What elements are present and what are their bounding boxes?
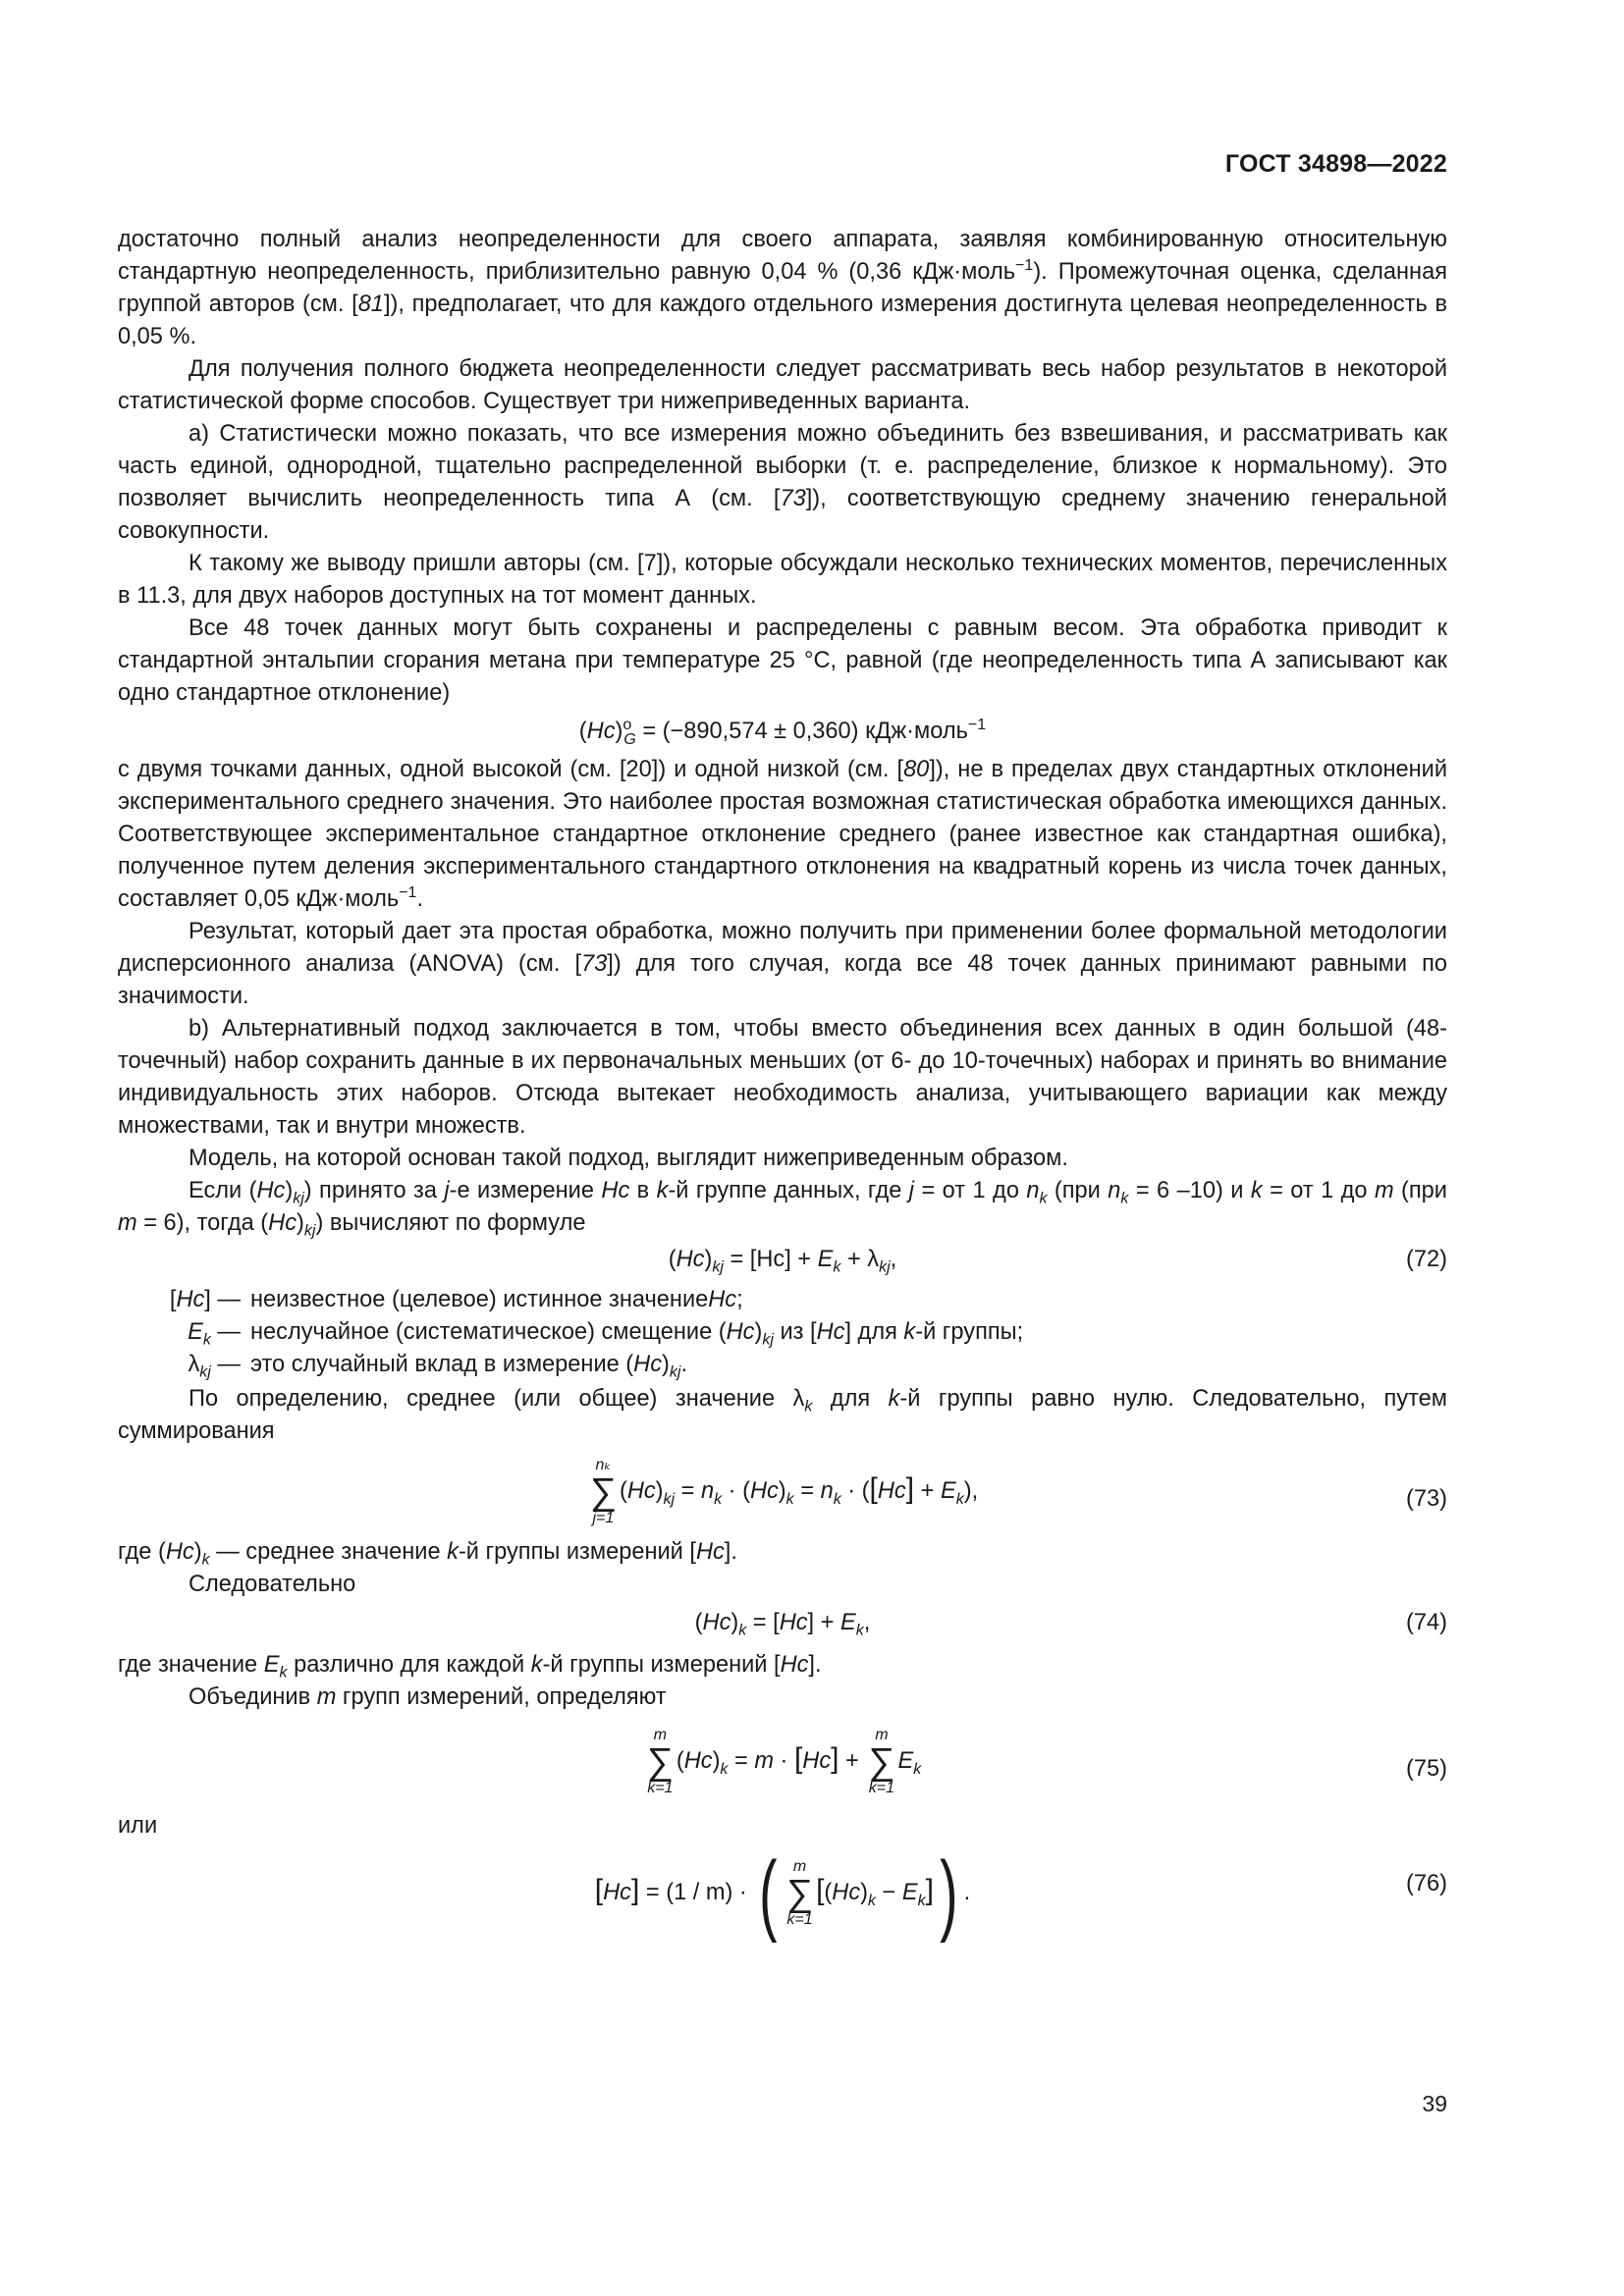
paragraph-7: Результат, который дает эта простая обработка, можно получить при применении более формальной методологии дисперсионного анализа (ANOVA) (см. [73]) для того случая, когда все 48 точек данных принимают равными по значимости.: [118, 919, 1447, 1009]
paragraph-1: достаточно полный анализ неопределенности для своего аппарата, заявляя комбинированную относительную стандартную неопределенность, приблизительно равную 0,04 % (0,36 кДж·моль$^{-1}$). Промежуточная оценка, сделанная группой авторов (см. [81]), предполагает, что для каждого отдельного измерения достигнута целевая неопределенность в 0,05 %.: [118, 227, 1448, 349]
equation-number-76: (76): [1406, 1871, 1447, 1896]
paragraph-4: К такому же выводу пришли авторы (см. [7]), которые обсуждали несколько технических моментов, перечисленных в 11.3, для двух наборов доступных на тот момент данных.: [118, 551, 1447, 609]
summation-sign: m ∑ k=1: [785, 1858, 814, 1928]
page-body: [118, 224, 1448, 1944]
paragraph-8-option-b: b) Альтернативный подход заключается в том, чтобы вместо объединения всех данных в один большой (48-точечный) набор сохранить данные в их первоначальных меньших (от 6- до 10-точечных) наборах и принять во внимание индивидуальность этих наборов. Отсюда вытекает необходимость анализа, учитывающего вариации как между множествами, так и внутри множеств.: [118, 1016, 1447, 1139]
summation-sign: nₖ ∑ j=1: [589, 1457, 617, 1526]
definition-ek: $E_k$ — неслучайное (систематическое) смещение $(Нс)_{kj}$ из [Нс] для k-й группы;: [188, 1319, 1024, 1349]
definition-lambda: $\lambda_{kj}$ — это случайный вклад в измерение $(Нс)_{kj}$.: [188, 1352, 688, 1381]
equation-75: m ∑ k=1 $(Нс)_k = m \cdot [Нс]$ + m ∑ k=1 $E_k$ (75): [646, 1727, 1447, 1796]
definition-hc: [Нс] — неизвестное (целевое) истинное значениеНс;: [169, 1287, 743, 1312]
paragraph-9: Модель, на которой основан такой подход, выглядит нижеприведенным образом.: [189, 1146, 1068, 1171]
equation-number-74: (74): [1406, 1610, 1447, 1635]
equation-76: [Нс] = (1 / m) · ( m ∑ k=1 $[(Нс)_k - E_k]$) . (76): [594, 1843, 1447, 1944]
paragraph-3-option-a: a) Статистически можно показать, что все измерения можно объединить без взвешивания, и рассматривать как часть единой, однородной, тщательно распределенной выборки (т. е. распределение, близкое к нормальному). Это позволяет вычислить неопределенность типа А (см. [73]), соответствующую среднему значению генеральной совокупности.: [118, 421, 1447, 544]
definitions-list: [118, 1284, 1447, 1381]
equation-73: nₖ ∑ j=1 $(Нс)_{kj} = n_k \cdot (Нс)_k = n_k \cdot ([Нс] + E_k)$, (73): [589, 1457, 1447, 1526]
equation-72: $(Нс)_{kj} = [Нс] + E_k + \lambda_{kj}$, (72): [118, 1244, 1447, 1276]
equation-enthalpy: (Нс)$^o_G$ = (−890,574 ± 0,360) кДж·моль$^{-1}$: [578, 716, 987, 748]
equation-number-73: (73): [1406, 1486, 1447, 1512]
equation-number-72: (72): [1406, 1247, 1447, 1272]
page-number: 39: [1422, 2091, 1447, 2116]
paragraph-13: Следовательно: [189, 1572, 356, 1597]
equation-74: $(Нс)_k = [Нс] + E_k$, (74): [118, 1607, 1447, 1639]
summation-sign: m ∑ k=1: [646, 1727, 674, 1796]
paragraph-15: Объединив m групп измерений, определяют: [189, 1684, 667, 1710]
paragraph-12: где $(Нс)_k$ — среднее значение k-й группы измерений [Нс].: [118, 1539, 737, 1569]
paragraph-6: с двумя точками данных, одной высокой (см. [20]) и одной низкой (см. [80]), не в пределах двух стандартных отклонений экспериментального среднего значения. Это наиболее простая возможная статистическая обработка имеющихся данных. Соответствующее экспериментальное стандартное отклонение среднего (ранее известное как стандартная ошибка), полученное путем деления экспериментального стандартного отклонения на квадратный корень из числа точек данных, составляет 0,05 кДж·моль$^{-1}$.: [118, 757, 1447, 912]
paragraph-5: Все 48 точек данных могут быть сохранены и распределены с равным весом. Эта обработка приводит к стандартной энтальпии сгорания метана при температуре 25 °С, равной (где неопределенность типа А записывают как одно стандартное отклонение): [118, 615, 1447, 706]
document-header: ГОСТ 34898—2022: [1224, 150, 1447, 178]
equation-number-75: (75): [1406, 1756, 1447, 1782]
paragraph-11: По определению, среднее (или общее) значение $\lambda_k$ для k-й группы равно нулю. Следовательно, путем суммирования: [118, 1386, 1448, 1444]
paragraph-16: или: [118, 1813, 158, 1839]
summation-sign: m ∑ k=1: [868, 1727, 895, 1796]
paragraph-2: Для получения полного бюджета неопределенности следует рассматривать весь набор результатов в некоторой статистической форме способов. Существует три нижеприведенных варианта.: [118, 356, 1447, 414]
paragraph-14: где значение $E_k$ различно для каждой k-й группы измерений [Нс].: [118, 1652, 822, 1682]
paragraph-10: Если $(Нс)_{kj}$) принято за j-е измерение Нс в k-й группе данных, где j = от 1 до $n_k$ (при $n_k = 6$ –10) и k = от 1 до m (при m = 6), тогда $(Нс)_{kj}$) вычисляют по формуле: [118, 1178, 1447, 1240]
